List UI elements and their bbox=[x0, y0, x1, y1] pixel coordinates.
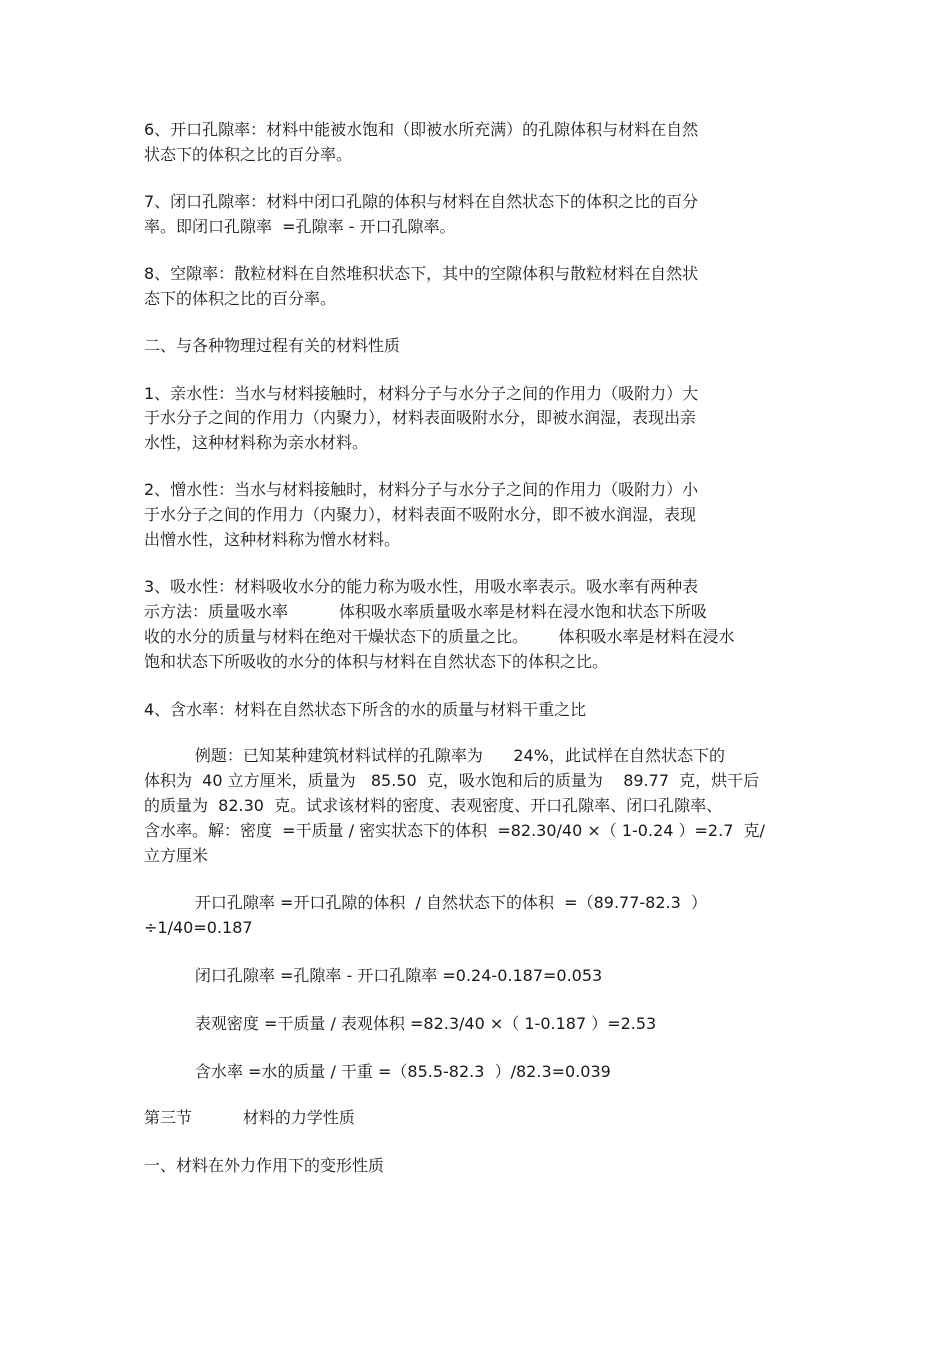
text-line: 2、憎水性：当水与材料接触时，材料分子与水分子之间的作用力（吸附力）小 bbox=[144, 480, 699, 499]
text-line: 含水率。解：密度 =干质量 / 密实状态下的体积 =82.30/40 ×（ 1-0.24 ）=2.7 克/ bbox=[144, 821, 765, 840]
text-line: 饱和状态下所吸收的水分的体积与材料在自然状态下的体积之比。 bbox=[144, 652, 609, 671]
text-line: 率。即闭口孔隙率 =孔隙率 - 开口孔隙率。 bbox=[144, 217, 456, 236]
text-line: 收的水分的质量与材料在绝对干燥状态下的质量之比。 体积吸水率是材料在浸水 bbox=[144, 627, 735, 646]
text-line: 开口孔隙率 =开口孔隙的体积 / 自然状态下的体积 =（89.77-82.3 ） bbox=[144, 893, 707, 912]
text-line: 表观密度 =干质量 / 表观体积 =82.3/40 ×（ 1-0.187 ）=2.53 bbox=[144, 1014, 657, 1033]
text-line: 7、闭口孔隙率：材料中闭口孔隙的体积与材料在自然状态下的体积之比的百分 bbox=[144, 192, 699, 211]
text-line: 示方法：质量吸水率 体积吸水率质量吸水率是材料在浸水饱和状态下所吸 bbox=[144, 602, 707, 621]
text-line: 3、吸水性：材料吸收水分的能力称为吸水性，用吸水率表示。吸水率有两种表 bbox=[144, 577, 699, 596]
section-heading: 二、与各种物理过程有关的材料性质 bbox=[144, 336, 401, 355]
text-line: 体积为 40 立方厘米，质量为 85.50 克，吸水饱和后的质量为 89.77 克，烘干后 bbox=[144, 771, 760, 790]
text-line: 于水分子之间的作用力（内聚力），材料表面不吸附水分，即不被水润湿，表现 bbox=[144, 505, 697, 524]
text-line: 于水分子之间的作用力（内聚力），材料表面吸附水分，即被水润湿，表现出亲 bbox=[144, 408, 697, 427]
text-line: 4、含水率：材料在自然状态下所含的水的质量与材料干重之比 bbox=[144, 700, 587, 719]
text-line: 态下的体积之比的百分率。 bbox=[144, 289, 337, 308]
text-line: 状态下的体积之比的百分率。 bbox=[144, 145, 353, 164]
text-line: 立方厘米 bbox=[144, 846, 209, 865]
text-line: 闭口孔隙率 =孔隙率 - 开口孔隙率 =0.24-0.187=0.053 bbox=[144, 966, 603, 985]
text-line: 含水率 =水的质量 / 干重 =（85.5-82.3 ）/82.3=0.039 bbox=[144, 1062, 611, 1081]
text-line: 出憎水性，这种材料称为憎水材料。 bbox=[144, 530, 401, 549]
section-heading: 一、材料在外力作用下的变形性质 bbox=[144, 1156, 385, 1175]
text-line: 的质量为 82.30 克。试求该材料的密度、表观密度、开口孔隙率、闭口孔隙率、 bbox=[144, 796, 723, 815]
section-heading: 第三节 材料的力学性质 bbox=[144, 1108, 355, 1127]
text-line: 水性，这种材料称为亲水材料。 bbox=[144, 433, 369, 452]
text-line: 1、亲水性：当水与材料接触时，材料分子与水分子之间的作用力（吸附力）大 bbox=[144, 384, 699, 403]
text-line: 例题：已知某种建筑材料试样的孔隙率为 24%，此试样在自然状态下的 bbox=[144, 746, 725, 765]
text-line: 8、空隙率：散粒材料在自然堆积状态下，其中的空隙体积与散粒材料在自然状 bbox=[144, 264, 699, 283]
text-line: ÷1/40=0.187 bbox=[144, 918, 253, 937]
text-line: 6、开口孔隙率：材料中能被水饱和（即被水所充满）的孔隙体积与材料在自然 bbox=[144, 120, 699, 139]
